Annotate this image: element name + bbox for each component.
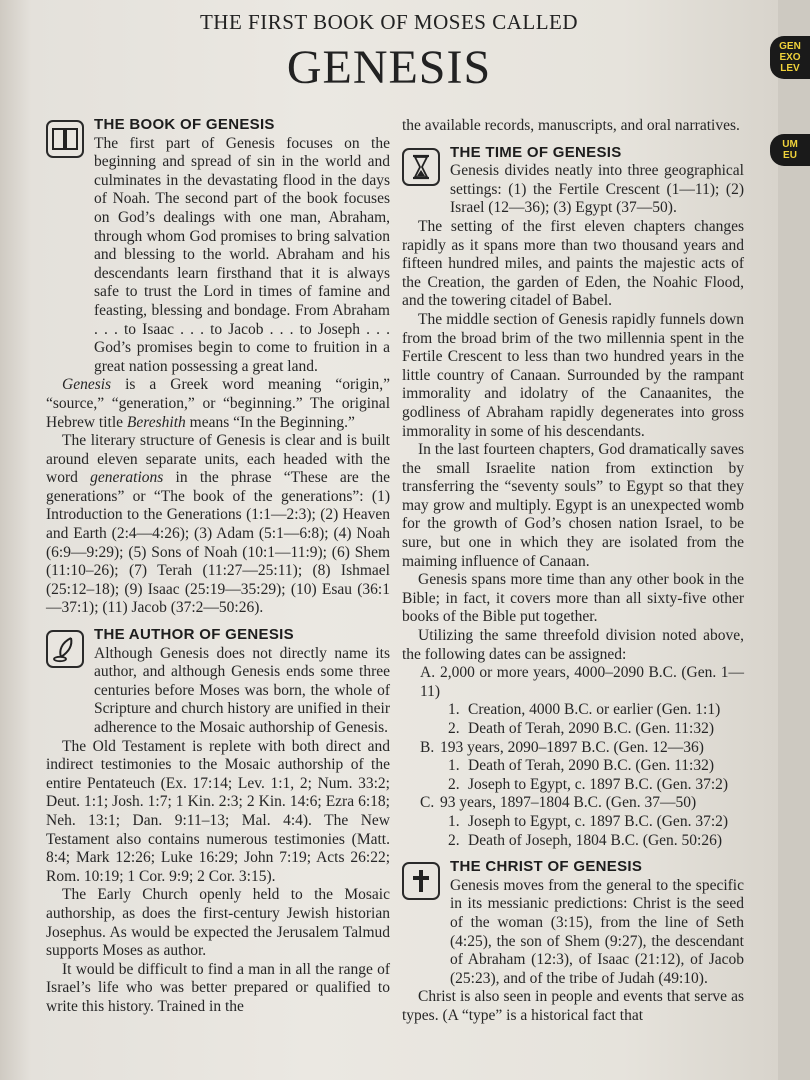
bereshith-term: Bereshith	[126, 413, 186, 431]
time-paragraph-4: In the last fourteen chapters, God dramatically saves the small Israelite nation from extinction by transferring the “seventy souls” to Egypt so that they may grow and multiply. Egypt is an unexpected womb for the growth of God’s chosen nation Israel, to be sure, but one in which they are isolated from the maiming influence of Canaan.	[402, 441, 744, 570]
book-icon	[46, 120, 84, 158]
dates-outline	[402, 664, 744, 850]
time-paragraph-1: Genesis divides neatly into three geographical settings: (1) the Fertile Crescent (1—11); (2) Israel (12—36); (3) Egypt (37—50).	[450, 162, 744, 217]
author-paragraph-2: The Old Testament is replete with both direct and indirect testimonies to the Mosaic authorship of the entire Pentateuch (Ex. 17:14; Lev. 1:1, 2; Num. 33:2; Deut. 1:1; Josh. 1:7; 1 Kin. 2:3; 2 Kin. 14:6; Ezra 6:18; Neh. 13:1; Dan. 9:11–13; Mal. 4:4). The New Testament also contains numerous testimonies (Matt. 8:4; Mark 12:26; Luke 16:29; John 7:19; Acts 26:22; Rom. 10:19; 1 Cor. 9:9; 2 Cor. 3:15).	[46, 737, 390, 885]
christ-paragraph-1: Genesis moves from the general to the specific in its messianic predictions: Christ is the seed of the woman (3:15), from the line of Seth (4:25), the son of Shem (9:27), the descendant of Abraham (12:3), of Isaac (21:12), of Jacob (25:23), and of the tribe of Judah (49:10).	[450, 876, 744, 987]
outline-subitem: 2. Joseph to Egypt, c. 1897 B.C. (Gen. 37:2)	[448, 775, 729, 793]
section-heading-author: THE AUTHOR OF GENESIS	[94, 626, 294, 644]
time-paragraph-5: Genesis spans more time than any other book in the Bible; in fact, it covers more than all sixty-five other books of the Bible put together.	[402, 571, 744, 626]
book-paragraph-3-text-b: in the phrase “These are the generations” or “The book of the generations”: (1) Introduction to the Generations (1:1—2:3); (2) Heaven and Earth (2:4—4:26); (3) Adam (5:1—6:8); (4) Noah (6:9—9:29); (5) Sons of Noah (10:1—11:9); (6) Shem (11:10–26); (7) Terah (11:27—25:11); (8) Ishmael (25:12–18); (9) Isaac (25:19—35:29); (10) Esau (36:1—37:1); (11) Jacob (37:2—50:26).	[46, 469, 390, 617]
section-heading-christ: THE CHRIST OF GENESIS	[450, 858, 643, 876]
christ-paragraph-2: Christ is also seen in people and events that serve as types. (A “type” is a historical fact that	[402, 988, 744, 1024]
book-paragraph-1: The first part of Genesis focuses on the beginning and spread of sin in the world and culminates in the devastating flood in the days of Noah. The second part of the book focuses on God’s dealings with one man, Abraham, through whom God promises to bring salvation and blessing to the world. Abraham and his descendants learn firsthand that it is always safe to trust the Lord in times of famine and feasting, blessing and bondage. From Abraham . . . to Isaac . . . to Jacob . . . to Joseph . . . God’s promises begin to come to fruition in a great nation possessing a great land.	[94, 134, 390, 375]
outline-subitem: 1. Death of Terah, 2090 B.C. (Gen. 11:32)	[448, 757, 715, 775]
time-paragraph-2: The setting of the first eleven chapters changes rapidly as it spans more than two thousand years and fifteen hundred miles, and paints the majestic acts of the Creation, the garden of Eden, the Noahic Flood, and the towering citadel of Babel.	[402, 217, 744, 310]
outline-item: A. 2,000 or more years, 4000–2090 B.C. (Gen. 1—11)	[420, 664, 744, 700]
cross-icon	[402, 862, 440, 900]
outline-subitem: 2. Death of Terah, 2090 B.C. (Gen. 11:32)	[448, 720, 715, 737]
author-paragraph-1: Although Genesis does not directly name its author, and although Genesis ends some three centuries before Moses was born, the whole of Scripture and church history are unified in their adherence to the Mosaic authorship of Genesis.	[94, 644, 390, 736]
quill-icon	[46, 630, 84, 668]
left-column	[46, 116, 390, 1017]
section-christ	[402, 858, 744, 1025]
thumb-tab-num-deu[interactable]: UM EU	[770, 134, 810, 166]
thumb-index	[778, 0, 810, 1080]
genesis-term: Genesis	[62, 376, 112, 394]
outline-subitem: 1. Joseph to Egypt, c. 1897 B.C. (Gen. 37:2)	[448, 812, 729, 830]
book-paragraph-2	[46, 376, 390, 432]
section-time	[402, 144, 744, 851]
generations-term: generations	[90, 469, 164, 487]
author-paragraph-4: It would be difficult to find a man in all the range of Israel’s life who was better prepared or qualified to write this history. Trained in the	[46, 960, 390, 1015]
book-paragraph-3-text-a: The literary structure of Genesis is clear and is built around eleven separate units, each headed with the word	[46, 432, 390, 487]
outline-item: B. 193 years, 2090–1897 B.C. (Gen. 12—36)	[420, 738, 704, 756]
section-author	[46, 626, 390, 1016]
time-paragraph-3: The middle section of Genesis rapidly funnels down from the broad brim of the two millennia spent in the Fertile Crescent to less than two hundred years in the little country of Canaan. Surrounded by the rampant immorality and idolatry of the Canaanites, the godliness of Abraham rapidly degenerates into gross immorality in some of his descendants.	[402, 310, 744, 440]
section-heading-book: THE BOOK OF GENESIS	[94, 116, 275, 133]
book-paragraph-2-text-b: means “In the Beginning.”	[185, 413, 355, 431]
outline-subitem: 1. Creation, 4000 B.C. or earlier (Gen. 1:1)	[448, 701, 721, 719]
book-paragraph-continued: the available records, manuscripts, and oral narratives.	[402, 117, 740, 134]
outline-subitem: 2. Death of Joseph, 1804 B.C. (Gen. 50:26)	[448, 831, 722, 849]
right-column	[402, 117, 744, 1026]
section-book	[46, 116, 390, 618]
thumb-tab-gen-exo-lev[interactable]: GEN EXO LEV	[770, 36, 810, 79]
section-heading-time: THE TIME OF GENESIS	[450, 143, 622, 161]
book-subtitle: THE FIRST BOOK OF MOSES CALLED	[199, 10, 579, 34]
book-paragraph-2-text-a: is a Greek word meaning “origin,” “source,” “generation,” or “beginning.” The original Hebrew title	[46, 376, 390, 431]
time-paragraph-6: Utilizing the same threefold division noted above, the following dates can be assigned:	[402, 627, 744, 663]
author-paragraph-3: The Early Church openly held to the Mosaic authorship, as does the first-century Jewish historian Josephus. As would be expected the Jerusalem Talmud supports Moses as author.	[46, 886, 390, 960]
book-title: GENESIS	[286, 41, 492, 94]
outline-item: C. 93 years, 1897–1804 B.C. (Gen. 37—50)	[420, 794, 697, 812]
hourglass-icon	[402, 148, 440, 186]
book-paragraph-3	[46, 432, 390, 618]
